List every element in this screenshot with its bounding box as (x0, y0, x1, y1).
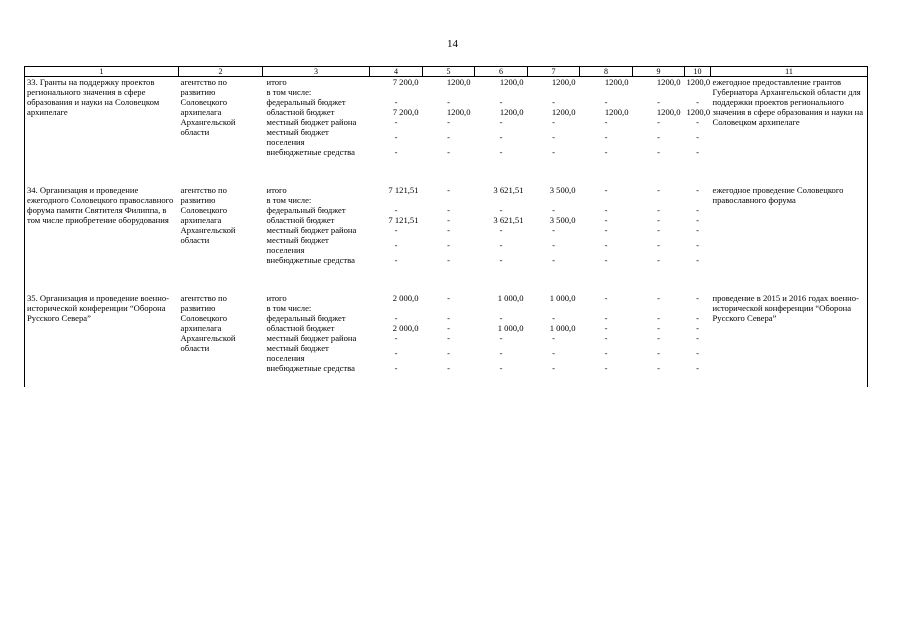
table-cell: - (657, 363, 660, 373)
table-cell: - (657, 240, 660, 250)
table-cell: - (447, 117, 450, 127)
table-cell: - (696, 117, 699, 127)
table-cell: - (447, 97, 450, 107)
table-cell: 1 000,0 (549, 293, 576, 303)
table-row (25, 185, 868, 195)
table-cell: - (552, 313, 555, 323)
table-cell: - (499, 240, 503, 250)
table-cell: - (604, 97, 608, 107)
table-cell: - (447, 293, 450, 303)
table-cell: - (394, 255, 398, 265)
program-activities-table (24, 66, 868, 387)
table-cell: - (447, 323, 450, 333)
table-cell: - (657, 293, 660, 303)
table-cell: - (696, 132, 699, 142)
table-cell: - (696, 205, 699, 215)
funding-source-label: федеральный бюджет (266, 205, 346, 215)
expected-result: ежегодное предоставление грантов Губернатора Архангельской области для поддержки проектов регионального значения в сфере образования и науки на Соловецком архипелаге (711, 77, 868, 186)
table-cell: - (394, 117, 398, 127)
table-cell: - (696, 323, 699, 333)
funding-source-label: федеральный бюджет (266, 313, 346, 323)
table-cell: - (657, 255, 660, 265)
column-number: 2 (179, 67, 263, 77)
table-cell: - (604, 348, 608, 358)
table-cell: - (447, 363, 450, 373)
table-cell: - (604, 147, 608, 157)
activity-name: 35. Организация и проведение военно-исторической конференции “Оборона Русского Севера” (25, 293, 179, 387)
table-cell: 3 621,51 (493, 185, 524, 195)
table-cell: - (447, 333, 450, 343)
table-cell: 1 000,0 (497, 323, 524, 333)
table-cell: - (447, 147, 450, 157)
funding-source-label: местный бюджет района (266, 117, 357, 127)
table-cell: - (604, 132, 608, 142)
table-cell: - (604, 363, 608, 373)
table-cell: - (394, 205, 398, 215)
table-cell: - (552, 225, 555, 235)
table-cell: 3 621,51 (493, 215, 524, 225)
table-cell: - (657, 323, 660, 333)
expected-result: проведение в 2015 и 2016 годах военно-исторической конференции “Оборона Русского Севера” (711, 293, 868, 387)
funding-source-label: местный бюджет поселения (266, 343, 329, 363)
executor: агентство по развитию Соловецкого архипелага Архангельской области (180, 185, 236, 245)
table-cell: - (696, 97, 699, 107)
table-cell: 1200,0 (499, 77, 524, 87)
table-cell: - (552, 240, 555, 250)
column-number: 1 (25, 67, 179, 77)
column-number: 6 (475, 67, 528, 77)
column-number: 11 (711, 67, 868, 77)
table-cell: - (499, 333, 503, 343)
table-cell: - (499, 97, 503, 107)
table-cell: 2 000,0 (392, 293, 419, 303)
column-number: 10 (685, 67, 711, 77)
table-cell: - (394, 363, 398, 373)
table-cell: - (552, 97, 555, 107)
table-cell: - (394, 333, 398, 343)
table-cell: - (604, 313, 608, 323)
table-cell: - (657, 205, 660, 215)
table-cell: 1200,0 (604, 107, 629, 117)
table-cell: - (604, 333, 608, 343)
table-cell: - (604, 255, 608, 265)
table-cell: 1200,0 (551, 107, 576, 117)
table-row (25, 293, 868, 303)
table-cell: - (447, 313, 450, 323)
funding-source-label: итого (266, 77, 287, 87)
funding-source-label: федеральный бюджет (266, 97, 346, 107)
table-cell: - (657, 215, 660, 225)
table-cell: - (394, 132, 398, 142)
funding-source-label: внебюджетные средства (266, 255, 355, 265)
table-cell: - (604, 117, 608, 127)
table-cell: - (657, 348, 660, 358)
table-cell: - (447, 240, 450, 250)
funding-source-label: местный бюджет поселения (266, 235, 329, 255)
table-cell: - (447, 215, 450, 225)
table-cell: 7 200,0 (392, 77, 419, 87)
table-cell: - (604, 240, 608, 250)
expected-result: ежегодное проведение Соловецкого православного форума (711, 185, 868, 293)
table-cell: - (499, 313, 503, 323)
table-cell: - (394, 147, 398, 157)
table-cell: - (552, 333, 555, 343)
column-number: 8 (580, 67, 633, 77)
table-cell: 1200,0 (686, 77, 711, 87)
column-number: 5 (423, 67, 475, 77)
table-cell: - (499, 147, 503, 157)
table-cell: 1200,0 (446, 107, 471, 117)
table-cell: - (657, 333, 660, 343)
table-cell: - (696, 240, 699, 250)
table-cell: 3 500,0 (549, 215, 576, 225)
table-cell: 2 000,0 (392, 323, 419, 333)
table-cell: 1 000,0 (497, 293, 524, 303)
table-cell: - (657, 185, 660, 195)
table-cell: 1200,0 (686, 107, 711, 117)
funding-source-label: в том числе: (266, 303, 312, 313)
table-cell: 1200,0 (499, 107, 524, 117)
table-cell: - (394, 348, 398, 358)
table-cell: - (604, 215, 608, 225)
column-number: 4 (370, 67, 423, 77)
executor: агентство по развитию Соловецкого архипелага Архангельской области (180, 77, 236, 137)
column-number: 3 (263, 67, 370, 77)
table-cell: - (696, 225, 699, 235)
table-cell: - (604, 293, 608, 303)
table-cell: - (657, 147, 660, 157)
table-cell: - (447, 185, 450, 195)
table-cell: 3 500,0 (549, 185, 576, 195)
funding-source-label: областной бюджет (266, 323, 335, 333)
table-cell: - (499, 205, 503, 215)
table-cell: - (394, 240, 398, 250)
table-cell: 1200,0 (604, 77, 629, 87)
column-number: 7 (528, 67, 580, 77)
table-cell: - (394, 97, 398, 107)
table-cell: - (604, 185, 608, 195)
table-cell: - (499, 117, 503, 127)
table-cell: - (696, 348, 699, 358)
table-cell: - (696, 185, 699, 195)
table-cell: - (447, 132, 450, 142)
table-cell: - (499, 132, 503, 142)
table-cell: - (552, 132, 555, 142)
table-cell: - (604, 205, 608, 215)
table-cell: - (657, 132, 660, 142)
table-cell: - (552, 147, 555, 157)
table-cell: 7 121,51 (388, 215, 419, 225)
table-cell: 7 121,51 (388, 185, 419, 195)
table-cell: - (657, 97, 660, 107)
table-cell: - (552, 255, 555, 265)
page-number: 14 (447, 38, 458, 50)
table-cell: 1200,0 (656, 107, 681, 117)
table-cell: - (447, 348, 450, 358)
table-cell: - (696, 363, 699, 373)
funding-source-label: в том числе: (266, 195, 312, 205)
funding-source-label: местный бюджет района (266, 333, 357, 343)
funding-source-label: внебюджетные средства (266, 147, 355, 157)
funding-source-label: местный бюджет поселения (266, 127, 329, 147)
table-cell: - (499, 348, 503, 358)
table-cell: - (657, 117, 660, 127)
table-cell: - (394, 225, 398, 235)
funding-source-label: в том числе: (266, 87, 312, 97)
table-cell: - (499, 363, 503, 373)
funding-source-label: итого (266, 293, 287, 303)
table-cell: - (499, 225, 503, 235)
table-cell: - (552, 117, 555, 127)
table-cell: - (447, 205, 450, 215)
funding-source-label: областной бюджет (266, 107, 335, 117)
table-cell: - (696, 333, 699, 343)
table-row (25, 77, 868, 88)
table-cell: 1200,0 (551, 77, 576, 87)
table-cell: - (604, 323, 608, 333)
table-cell: - (657, 225, 660, 235)
funding-source-label: итого (266, 185, 287, 195)
column-number-header (25, 67, 868, 77)
table-cell: - (696, 215, 699, 225)
funding-source-label: внебюджетные средства (266, 363, 355, 373)
activity-name: 34. Организация и проведение ежегодного Соловецкого православного форума памяти Святителя Филиппа, в том числе приобретение оборудования (25, 185, 179, 293)
table-cell: - (552, 363, 555, 373)
executor: агентство по развитию Соловецкого архипелага Архангельской области (180, 293, 236, 353)
table-cell: - (604, 225, 608, 235)
table-cell: 1200,0 (446, 77, 471, 87)
table-cell: - (394, 313, 398, 323)
table-cell: 7 200,0 (392, 107, 419, 117)
funding-source-label: областной бюджет (266, 215, 335, 225)
activity-name: 33. Гранты на поддержку проектов регионального значения в сфере образования и науки на Соловецком архипелаге (25, 77, 179, 186)
table-cell: - (552, 348, 555, 358)
table-cell: - (696, 255, 699, 265)
table-cell: - (657, 313, 660, 323)
table-cell: 1200,0 (656, 77, 681, 87)
table-cell: - (447, 225, 450, 235)
table-cell: 1 000,0 (549, 323, 576, 333)
column-number: 9 (633, 67, 685, 77)
table-cell: - (696, 293, 699, 303)
table-cell: - (499, 255, 503, 265)
table-cell: - (696, 147, 699, 157)
funding-source-label: местный бюджет района (266, 225, 357, 235)
table-cell: - (552, 205, 555, 215)
table-cell: - (696, 313, 699, 323)
table-cell: - (447, 255, 450, 265)
